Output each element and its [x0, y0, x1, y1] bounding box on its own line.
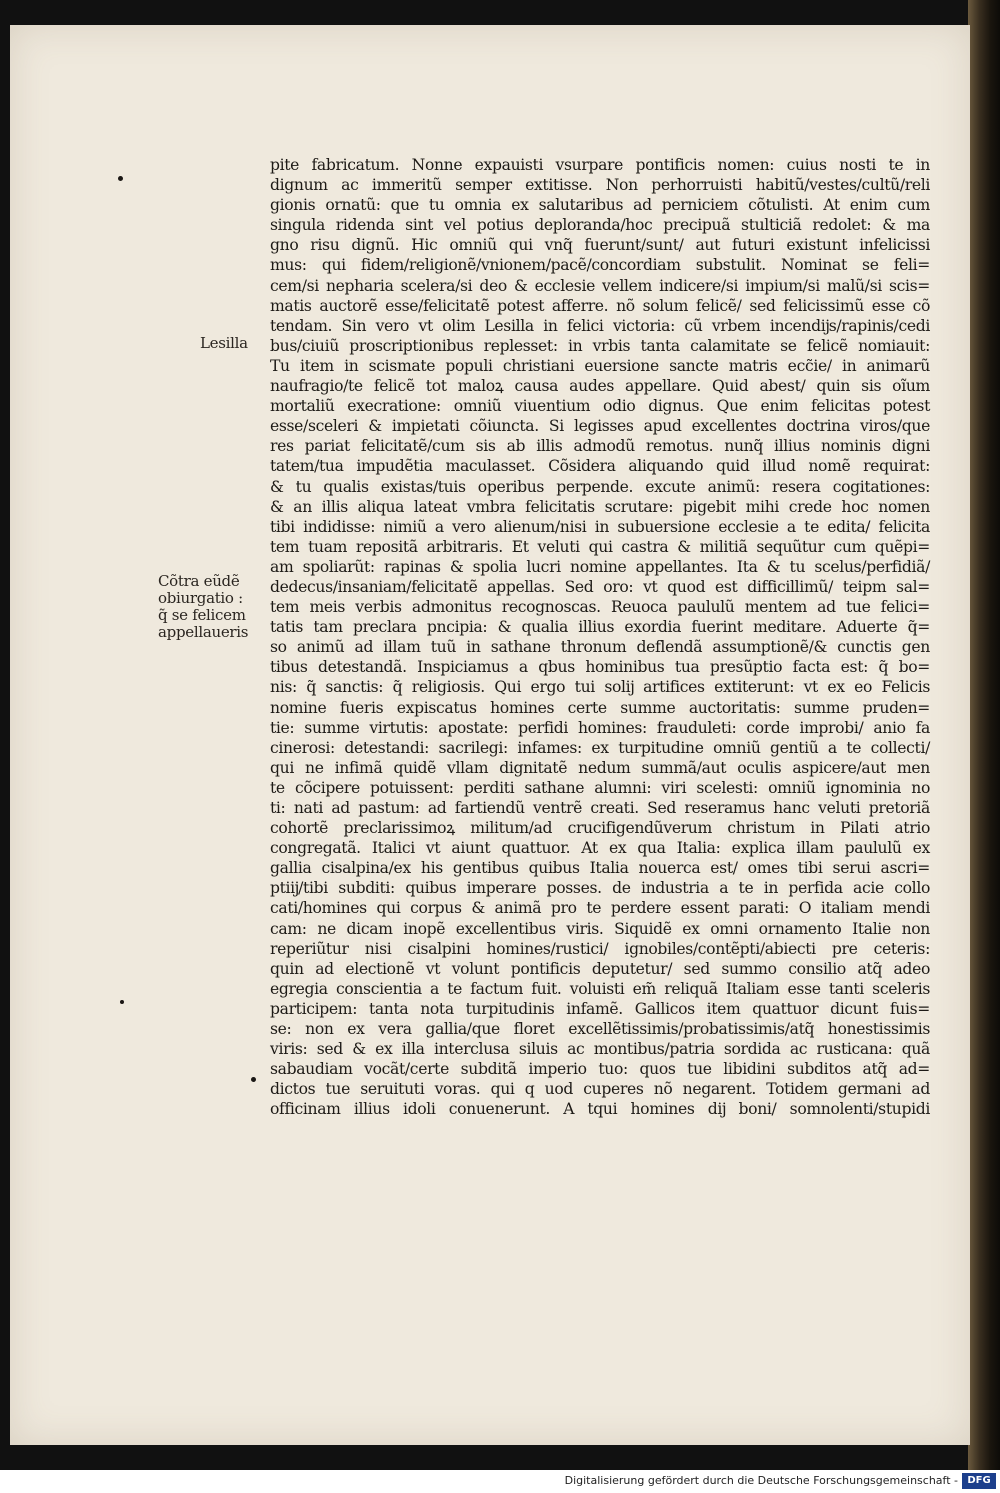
text-line: tem meis verbis admonitus recognoscas. Reuoca paululũ mentem ad tue felici=: [270, 598, 930, 617]
margin-note-line: Cõtra eũdẽ: [158, 572, 240, 590]
text-line: & an illis aliqua lateat vmbra felicitatis scrutare: pigebit mihi crede hoc nomen: [270, 497, 930, 516]
ink-speck: [251, 1077, 256, 1082]
text-line: congregatã. Italici vt aiunt quattuor. At ex qua Italia: explica illam paululũ ex: [270, 839, 930, 858]
text-line: Tu item in scismate populi christiani euersione sancte matris ecc̃ie/ in animarũ: [270, 356, 930, 375]
text-line: gallia cisalpina/ex his gentibus quibus Italia nouerca est/ omes tibi serui ascri=: [270, 859, 930, 878]
main-text-block: [270, 155, 930, 1120]
text-line: tatem/tua impudẽtia maculasset. Cõsidera aliquando quid illud nomẽ requirat:: [270, 457, 930, 476]
text-line: tibus detestandã. Inspiciamus a qbus hominibus tua presũptio facta est: q̃ bo=: [270, 658, 930, 677]
text-line: egregia conscientia a te factum fuit. voluisti em̃ reliquã Italiam esse tanti sceleris: [270, 979, 930, 998]
dfg-logo: DFG: [962, 1473, 996, 1489]
ink-speck: [120, 1000, 124, 1004]
text-line: bus/ciuiũ proscriptionibus replesset: in vrbis tanta calamitate se felicẽ nomiauit:: [270, 336, 930, 355]
text-line: esse/sceleri & impietati cõiuncta. Si legisses apud excellentes doctrina viros/que: [270, 417, 930, 436]
text-line: quin ad electionẽ vt volunt pontificis deputetur/ sed summo consilio atq̃ adeo: [270, 959, 930, 978]
text-line: dignum ac immeritũ semper extitisse. Non perhorruisti habitũ/vestes/cultũ/reli: [270, 176, 930, 195]
text-line: dedecus/insaniam/felicitatẽ appellas. Sed oro: vt quod est difficillimũ/ teipm sal=: [270, 577, 930, 596]
text-line: tem tuam repositã arbitraris. Et veluti qui castra & militiã sequũtur cum quẽpi=: [270, 537, 930, 556]
text-line: cohortẽ preclarissimoꝝ militum/ad crucifigendũverum christum in Pilati atrio: [270, 819, 930, 838]
text-line: so animũ ad illam tuũ in sathane thronum deflendã assumptionẽ/& cunctis gen: [270, 638, 930, 657]
footer-bar: [0, 1470, 1000, 1493]
digitization-credit: Digitalisierung gefördert durch die Deutsche Forschungsgemeinschaft -: [564, 1474, 958, 1487]
text-line: qui ne infimã quidẽ vllam dignitatẽ nedum summã/aut oculis aspicere/aut men: [270, 758, 930, 777]
text-line: singula ridenda sint vel potius deploranda/hoc precipuã stulticiã redolet: & ma: [270, 216, 930, 235]
text-line: cinerosi: detestandi: sacrilegi: infames: ex turpitudine omniũ gentiũ a te collecti/: [270, 738, 930, 757]
text-line: gno risu dignũ. Hic omniũ qui vnq̃ fuerunt/sunt/ aut futuri existunt infelicissi: [270, 236, 930, 255]
text-line: sabaudiam vocãt/certe subditã imperio tuo: quos tue libidini subditos atq̃ ad=: [270, 1060, 930, 1079]
text-line: viris: sed & ex illa interclusa siluis ac montibus/patria sordida ac rusticana: quã: [270, 1040, 930, 1059]
text-line: tatis tam preclara pncipia: & qualia illius exordia fuerint meditare. Aduerte q̃=: [270, 618, 930, 637]
margin-note-text: Lesilla: [200, 334, 248, 352]
text-line: nis: q̃ sanctis: q̃ religiosis. Qui ergo tui solĳ artifices extiterunt: vt ex eo Felicis: [270, 678, 930, 697]
text-line: participem: tanta nota turpitudinis infamẽ. Gallicos item quattuor dicunt fuis=: [270, 999, 930, 1018]
margin-note-contra: [158, 573, 248, 641]
ink-speck: [118, 176, 123, 181]
margin-note-lesilla: [200, 335, 248, 352]
text-line: gionis ornatũ: que tu omnia ex salutaribus ad perniciem cõtulisti. At enim cum: [270, 196, 930, 215]
text-line: mus: qui fidem/religionẽ/vnionem/pacẽ/concordiam substulit. Nominat se feli=: [270, 256, 930, 275]
text-line: res pariat felicitatẽ/cum sis ab illis admodũ remotus. nunq̃ illius nominis digni: [270, 437, 930, 456]
text-line: dictos tue seruituti voras. qui q uod cuperes nõ negarent. Totidem germani ad: [270, 1080, 930, 1099]
text-line: cem/si nepharia scelera/si deo & ecclesie vellem indicere/si impium/si malũ/si scis=: [270, 276, 930, 295]
text-line: am spoliarũt: rapinas & spolia lucri nomine appellantes. Ita & tu scelus/perfidiã/: [270, 557, 930, 576]
text-line: pite fabricatum. Nonne expauisti vsurpare pontificis nomen: cuius nosti te in: [270, 156, 930, 174]
text-line: tibi indidisse: nimiũ a vero alienum/nisi in subuersione ecclesie a te edita/ felicita: [270, 517, 930, 536]
text-line: te cõcipere potuissent: perditi sathane alumni: viri scelesti: omniũ ignominia no: [270, 778, 930, 797]
text-line: ptiĳ/tibi subditi: quibus imperare posses. de industria a te in perfida acie collo: [270, 879, 930, 898]
text-line: nomine fueris expiscatus homines certe summe auctoritatis: summe pruden=: [270, 698, 930, 717]
text-line: se: non ex vera gallia/que floret excellẽtissimis/probatissimis/atq̃ honestissimis: [270, 1020, 930, 1039]
text-line: officinam illius idoli conuenerunt. A tqui homines dĳ boni/ somnolenti/stupidi: [270, 1100, 930, 1119]
margin-note-line: appellaueris: [158, 623, 249, 641]
text-line: & tu qualis existas/tuis operibus perpende. excute animũ: resera cogitationes:: [270, 477, 930, 496]
text-line: reperiũtur nisi cisalpini homines/rustici/ ignobiles/contẽpti/abiecti pre ceteris:: [270, 939, 930, 958]
text-line: tie: summe virtutis: apostate: perfidi homines: frauduleti: corde improbi/ anio fa: [270, 718, 930, 737]
margin-note-line: obiurgatio :: [158, 589, 243, 607]
text-line: cam: ne dicam inopẽ excellentibus viris. Siquidẽ ex omni ornamento Italie non: [270, 919, 930, 938]
text-line: cati/homines qui corpus & animã pro te perdere essent parati: O italiam mendi: [270, 899, 930, 918]
text-line: matis auctorẽ esse/felicitatẽ potest afferre. nõ solum felicẽ/ sed felicissimũ esse cõ: [270, 296, 930, 315]
book-spine-edge: [968, 0, 1000, 1470]
margin-note-line: q̃ se felicem: [158, 606, 246, 624]
text-line: naufragio/te felicẽ tot maloꝝ causa audes appellare. Quid abest/ quin sis oĩum: [270, 377, 930, 396]
text-line: tendam. Sin vero vt olim Lesilla in felici victoria: cũ vrbem incendĳs/rapinis/cedi: [270, 316, 930, 335]
text-line: mortaliũ execratione: omniũ viuentium odio dignus. Que enim felicitas potest: [270, 397, 930, 416]
text-line: ti: nati ad pastum: ad fartiendũ ventrẽ creati. Sed reseramus hanc veluti pretoriã: [270, 799, 930, 817]
